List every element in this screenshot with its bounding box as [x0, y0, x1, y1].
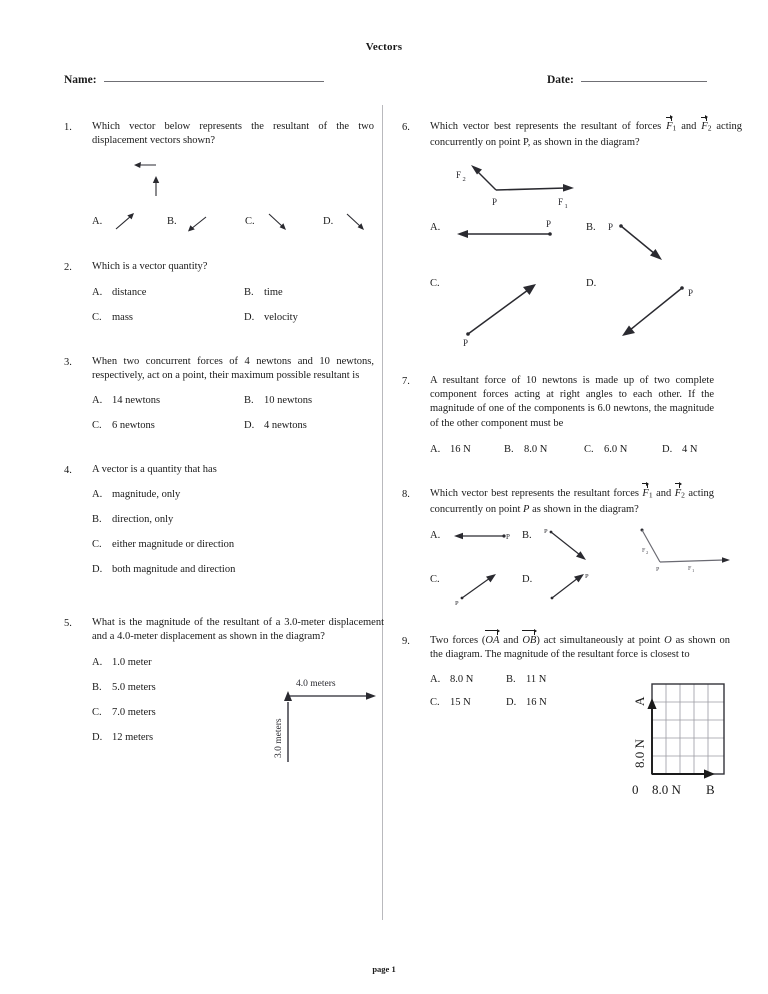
- question-9-stem-part2: ) act simultaneously at point: [536, 634, 661, 646]
- question-3-option-b-text: 10 newtons: [264, 395, 313, 407]
- question-7-option-b[interactable]: [504, 443, 584, 457]
- f1-subscript: 1: [648, 490, 653, 500]
- arrow-up-right-icon: [452, 276, 574, 348]
- question-7-option-a[interactable]: [430, 443, 504, 457]
- question-4-option-c-text: either magnitude or direction: [112, 539, 235, 551]
- q8-f1-sub: 1: [692, 567, 695, 573]
- question-1-number: 1.: [64, 122, 72, 133]
- q9-y-axis-vector: A: [632, 696, 647, 707]
- question-7-option-d-text: 4 N: [682, 443, 698, 455]
- question-4-option-d[interactable]: [92, 563, 235, 577]
- question-5-option-c-text: 7.0 meters: [112, 706, 156, 718]
- left-column: [64, 120, 384, 766]
- question-2-option-b-letter: B.: [244, 286, 254, 298]
- question-6-option-b-letter: B.: [586, 222, 596, 234]
- question-9-option-a-letter: A.: [430, 674, 441, 686]
- page-title: Vectors: [365, 41, 403, 53]
- question-2-option-d-letter: D.: [244, 311, 255, 323]
- question-3-option-a[interactable]: [92, 394, 244, 408]
- q6-f1-label: F: [558, 197, 564, 208]
- question-6-option-d-letter: D.: [586, 278, 597, 290]
- q6-f2-label: F: [456, 170, 462, 181]
- q8-origin-label: P: [656, 566, 660, 573]
- arrow-left-horizontal-icon: [452, 526, 518, 552]
- question-4-option-b[interactable]: [92, 513, 173, 527]
- question-9-diagram: [602, 674, 730, 796]
- question-6-option-c-point: P: [463, 338, 469, 349]
- question-2-option-b-text: time: [264, 286, 283, 298]
- question-1-option-c[interactable]: [245, 210, 323, 232]
- q9-force-grid-svg: [602, 678, 730, 796]
- question-9-option-d-text: 16 N: [526, 697, 547, 709]
- question-5-option-a-text: 1.0 meter: [112, 656, 152, 668]
- question-5-option-a[interactable]: [92, 656, 152, 670]
- question-7-option-c[interactable]: [584, 443, 662, 457]
- question-5-option-b-text: 5.0 meters: [112, 681, 156, 693]
- question-4-number: 4.: [64, 465, 72, 477]
- question-2-option-d-text: velocity: [264, 311, 298, 323]
- question-9-option-b-text: 11 N: [526, 674, 547, 686]
- question-1-option-c-letter: C.: [245, 215, 255, 227]
- question-9-stem-part3: as shown on the diagram. The magnitude of the resultant force is closest to: [430, 634, 731, 661]
- q9-x-axis-vector: B: [706, 782, 715, 798]
- question-1: [64, 120, 374, 232]
- question-2-option-b[interactable]: [244, 286, 283, 300]
- question-6-diagram: [456, 160, 742, 212]
- q1-vectors-svg: [126, 156, 186, 200]
- question-8-option-d-point: P: [585, 572, 589, 580]
- question-9-option-b-letter: B.: [506, 674, 516, 686]
- question-5-option-c-letter: C.: [92, 706, 102, 718]
- question-8-stem-part1: Which vector best represents the resultant forces: [430, 487, 639, 499]
- question-9-point-o: O: [664, 634, 672, 646]
- question-3: [64, 355, 374, 433]
- question-4-option-d-text: both magnitude and direction: [112, 564, 236, 576]
- question-9-option-c[interactable]: [430, 697, 506, 708]
- f1-vector-symbol: F: [666, 120, 672, 134]
- arrow-down-right-icon: [608, 220, 704, 272]
- question-5-stem: What is the magnitude of the resultant of a 3.0-meter displacement and a 4.0-meter displacement as shown in the diagram?: [92, 617, 384, 643]
- q8-f1-label: F: [688, 565, 692, 572]
- q6-f1-sub: 1: [564, 203, 568, 211]
- f1-subscript: 1: [672, 123, 677, 133]
- question-3-option-c[interactable]: [92, 419, 244, 433]
- question-3-option-d-text: 4 newtons: [264, 420, 307, 432]
- question-9-option-b[interactable]: [506, 674, 582, 685]
- question-8-stem-part4: as shown in the diagram?: [532, 503, 639, 515]
- question-9-option-d-letter: D.: [506, 697, 517, 709]
- arrow-down-left-icon: [608, 276, 730, 348]
- arrow-up-right-icon: [112, 210, 138, 232]
- question-1-option-a-letter: A.: [92, 215, 103, 227]
- question-3-option-b[interactable]: [244, 394, 312, 408]
- question-7-number: 7.: [402, 376, 410, 388]
- question-8-diagram: [630, 524, 740, 582]
- q6-origin-label: P: [492, 197, 498, 208]
- question-9-stem-mid: and: [503, 634, 519, 646]
- question-6-stem-part1: Which vector best represents the resultant of forces: [430, 121, 662, 132]
- question-7-stem: A resultant force of 10 newtons is made up of two complete component forces acting at right angles to each other. If the magnitude of one of the components is 6.0 newtons, the magnitude of the other component must be: [430, 375, 714, 429]
- question-8-option-a-letter: A.: [430, 529, 441, 541]
- question-5-option-c[interactable]: [92, 706, 156, 720]
- q5-horizontal-label: 4.0 meters: [296, 678, 336, 689]
- question-1-options: [92, 210, 374, 232]
- q8-f2-sub: 2: [646, 549, 649, 555]
- question-6-option-a-point: P: [546, 219, 552, 230]
- question-8-stem-part2: and: [656, 487, 672, 499]
- question-8-point-label: P: [523, 503, 530, 515]
- question-5-option-d-letter: D.: [92, 731, 103, 743]
- f1-vector-symbol: F: [642, 487, 648, 501]
- question-6: [402, 120, 743, 349]
- question-7-option-b-text: 8.0 N: [524, 443, 548, 455]
- question-5-option-b-letter: B.: [92, 681, 102, 693]
- question-1-diagram: [126, 156, 374, 200]
- question-8-option-a[interactable]: [430, 526, 522, 568]
- question-1-option-d[interactable]: [323, 210, 369, 232]
- question-1-stem: Which vector below represents the resultant of the two displacement vectors shown?: [92, 121, 374, 147]
- question-6-option-c-letter: C.: [430, 278, 440, 290]
- question-6-stem: [430, 120, 742, 150]
- question-8-stem: [430, 487, 714, 517]
- question-4-options: [92, 488, 374, 577]
- question-5-number: 5.: [64, 618, 72, 630]
- f2-vector-symbol: F: [701, 120, 707, 134]
- q5-right-angle-svg: [264, 674, 384, 766]
- question-4-stem: A vector is a quantity that has: [92, 464, 217, 476]
- question-2-number: 2.: [64, 262, 72, 274]
- q5-vertical-label: 3.0 meters: [274, 718, 284, 758]
- right-column: [402, 120, 743, 798]
- question-7-option-d-letter: D.: [662, 443, 673, 455]
- question-8-option-d[interactable]: [522, 570, 614, 606]
- question-2-options: [92, 286, 374, 325]
- question-8-option-d-letter: D.: [522, 573, 533, 585]
- question-7-option-c-text: 6.0 N: [604, 443, 628, 455]
- question-4-option-b-text: direction, only: [112, 514, 174, 526]
- q8-force-vectors-svg: [630, 524, 740, 582]
- question-5-option-d-text: 12 meters: [112, 731, 154, 743]
- question-2-option-c[interactable]: [92, 311, 244, 325]
- question-9-option-c-letter: C.: [430, 697, 440, 709]
- question-4: [64, 463, 374, 588]
- question-8-options: [430, 526, 714, 606]
- q6-f2-sub: 2: [462, 176, 466, 184]
- arrow-left-horizontal-icon: [452, 220, 574, 262]
- date-input-rule[interactable]: [581, 81, 707, 82]
- question-2-option-a[interactable]: [92, 286, 244, 300]
- question-7-option-c-letter: C.: [584, 443, 594, 455]
- question-1-option-d-letter: D.: [323, 215, 334, 227]
- question-9-option-c-text: 15 N: [450, 697, 471, 709]
- question-3-option-a-text: 14 newtons: [112, 395, 161, 407]
- question-2-option-c-text: mass: [112, 311, 133, 323]
- question-8-option-c-point: P: [455, 599, 459, 607]
- question-3-option-b-letter: B.: [244, 395, 254, 407]
- question-6-stem-part3: acting concurrently on point P, as shown in the diagram?: [430, 121, 743, 148]
- arrow-up-right-icon: [544, 570, 610, 606]
- question-2-option-a-text: distance: [112, 286, 147, 298]
- question-3-option-d-letter: D.: [244, 420, 255, 432]
- page-footer: page 1: [372, 964, 396, 974]
- question-5-option-d[interactable]: [92, 731, 153, 745]
- question-1-option-b[interactable]: [167, 210, 245, 232]
- question-8: [402, 487, 714, 606]
- question-8-option-b-point: P: [544, 527, 548, 535]
- oa-vector-symbol: OA: [485, 634, 499, 648]
- question-8-option-c[interactable]: [430, 570, 522, 606]
- question-3-option-c-text: 6 newtons: [112, 420, 155, 432]
- question-8-stem-part3: acting concurrently on point: [430, 487, 715, 515]
- question-5-option-b[interactable]: [92, 681, 156, 695]
- question-2-stem: Which is a vector quantity?: [92, 261, 208, 273]
- question-9-options: [430, 674, 602, 720]
- arrow-up-right-icon: [187, 210, 213, 232]
- question-2-option-d[interactable]: [244, 311, 298, 325]
- name-field-row: [64, 74, 324, 86]
- question-8-number: 8.: [402, 488, 410, 500]
- question-9-stem: [430, 634, 730, 662]
- question-9-option-a-text: 8.0 N: [450, 674, 474, 686]
- date-label: Date:: [547, 74, 574, 86]
- date-field-row: [547, 74, 707, 86]
- f2-vector-symbol: F: [675, 487, 681, 501]
- name-input-rule[interactable]: [104, 81, 324, 82]
- question-2: [64, 260, 374, 324]
- question-1-option-b-letter: B.: [167, 215, 177, 227]
- question-9-number: 9.: [402, 635, 410, 647]
- question-6-option-c[interactable]: [430, 276, 586, 348]
- question-4-option-a-text: magnitude, only: [112, 489, 181, 501]
- question-7-option-b-letter: B.: [504, 443, 514, 455]
- question-4-option-c[interactable]: [92, 538, 234, 552]
- f2-subscript: 2: [681, 490, 685, 500]
- ob-vector-symbol: OB: [522, 634, 536, 648]
- question-8-option-a-point: P: [506, 532, 510, 541]
- question-5-diagram: [264, 656, 384, 766]
- question-3-number: 3.: [64, 356, 72, 368]
- question-1-option-a[interactable]: [92, 210, 167, 232]
- q9-y-axis-label: 8.0 N: [632, 739, 647, 769]
- question-6-option-b[interactable]: [586, 220, 742, 272]
- q9-x-axis-label: 8.0 N: [652, 782, 681, 798]
- question-4-option-a-letter: A.: [92, 489, 103, 501]
- question-8-option-b-letter: B.: [522, 529, 532, 541]
- question-5: [64, 616, 384, 765]
- question-3-option-a-letter: A.: [92, 395, 103, 407]
- q8-f2-label: F: [642, 547, 646, 554]
- arrow-down-right-icon: [265, 210, 291, 232]
- question-4-option-c-letter: C.: [92, 539, 102, 551]
- question-3-options: [92, 394, 374, 433]
- q6-force-vectors-svg: [456, 160, 584, 212]
- question-6-stem-part2: and: [681, 121, 697, 132]
- question-4-option-a[interactable]: [92, 488, 180, 502]
- question-7: [402, 374, 714, 457]
- question-8-option-c-letter: C.: [430, 573, 440, 585]
- question-6-option-d[interactable]: [586, 276, 742, 348]
- question-6-option-b-point: P: [608, 222, 614, 233]
- question-7-option-a-letter: A.: [430, 443, 441, 455]
- question-4-option-b-letter: B.: [92, 514, 102, 526]
- q9-origin-label: 0: [632, 782, 639, 798]
- question-9-option-d[interactable]: [506, 697, 582, 708]
- arrow-down-right-icon: [343, 210, 369, 232]
- question-9: [402, 634, 731, 798]
- question-7-options: [430, 443, 714, 457]
- question-6-options: [430, 220, 742, 348]
- question-5-option-a-letter: A.: [92, 656, 103, 668]
- question-3-stem: When two concurrent forces of 4 newtons and 10 newtons, respectively, act on a point, their maximum possible resultant is: [92, 355, 374, 381]
- question-2-option-a-letter: A.: [92, 286, 103, 298]
- question-6-number: 6.: [402, 122, 410, 133]
- arrow-down-right-icon: [544, 526, 610, 568]
- question-7-option-a-text: 16 N: [450, 443, 471, 455]
- f2-subscript: 2: [707, 123, 712, 133]
- question-8-option-b[interactable]: [522, 526, 614, 568]
- question-7-option-d[interactable]: [662, 443, 697, 457]
- name-label: Name:: [64, 74, 97, 86]
- question-6-option-a[interactable]: [430, 220, 586, 272]
- arrow-up-right-icon: [452, 570, 518, 606]
- question-2-option-c-letter: C.: [92, 311, 102, 323]
- question-6-option-a-letter: A.: [430, 222, 441, 234]
- question-6-option-d-point: P: [688, 288, 694, 299]
- question-4-option-d-letter: D.: [92, 564, 103, 576]
- question-3-option-c-letter: C.: [92, 420, 102, 432]
- question-9-stem-part1: Two forces (: [430, 634, 486, 646]
- question-3-option-d[interactable]: [244, 419, 307, 433]
- question-5-options: [92, 656, 264, 756]
- column-divider: [382, 105, 383, 920]
- question-9-option-a[interactable]: [430, 674, 506, 685]
